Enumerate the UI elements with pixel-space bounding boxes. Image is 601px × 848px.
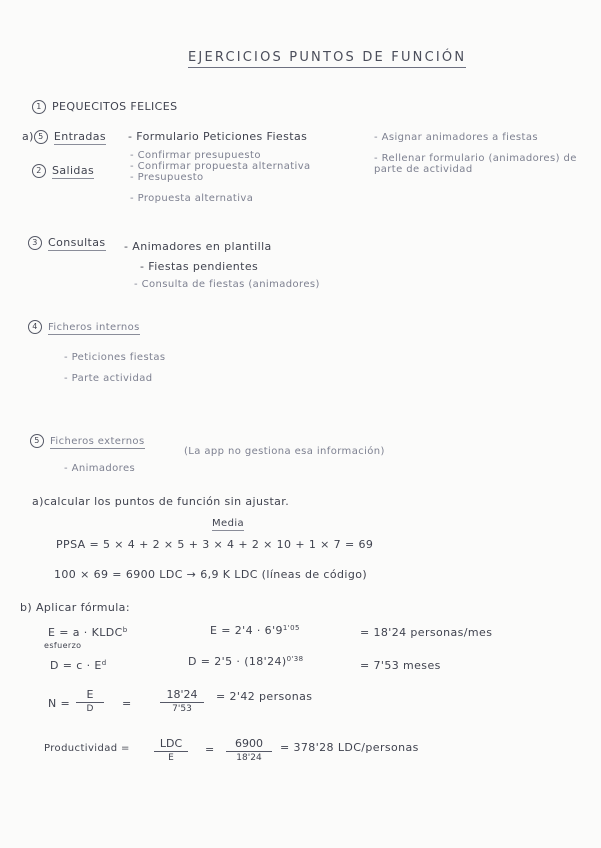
queries-item: - Consulta de fiestas (animadores) [134,279,320,290]
n-equals: = [122,697,132,710]
entries-item: - Presupuesto [130,172,204,183]
productivity-result: = 378'28 LDC/personas [280,741,419,754]
entries-item: - Formulario Peticiones Fiestas [128,130,308,143]
entries-item: - Confirmar propuesta alternativa [130,161,311,172]
n-label: N = [48,697,71,710]
external-files-heading: 5 Ficheros externos [30,434,145,448]
duration-result: = 7'53 meses [360,659,441,672]
effort-calc: $E = 2'4 \cdot 6'9^{1'05}$ [210,624,300,637]
outputs-item: - Propuesta alternativa [130,193,254,204]
effort-result: = 18'24 personas/mes [360,626,493,639]
part-a-ldc: 100 × 69 = 6900 LDC → 6,9 K LDC (líneas de código) [54,568,368,581]
part-a-heading: a)calcular los puntos de función sin ajustar. [32,495,290,508]
internal-files-heading: 4 Ficheros internos [28,320,140,334]
outputs-heading: 2 Salidas [32,164,94,178]
duration-formula: $D = c \cdot E^d$ [50,659,107,672]
productivity-fraction-values: 6900 18'24 [226,737,272,763]
productivity-equals: = [205,743,215,756]
n-result: = 2'42 personas [216,690,313,703]
entries-heading: a) 5 Entradas [22,130,106,143]
external-files-item: - Animadores [64,463,136,474]
part-a-ppsa: PPSA = 5 × 4 + 2 × 5 + 3 × 4 + 2 × 10 + 1 × 7 = 69 [56,538,374,551]
part-a-annotation: Media [212,518,245,529]
productivity-label: Productividad = [44,743,130,754]
page-title: EJERCICIOS PUNTOS DE FUNCIÓN [188,50,466,68]
queries-heading: 3 Consultas [28,236,106,250]
internal-files-item: - Parte actividad [64,373,153,384]
effort-label: esfuerzo [44,641,82,650]
internal-files-item: - Peticiones fiestas [64,352,166,363]
queries-item: - Fiestas pendientes [140,260,259,273]
part-b-heading: b) Aplicar fórmula: [20,601,130,614]
entries-item: - Confirmar presupuesto [130,150,261,161]
n-fraction: E D [76,688,104,714]
productivity-fraction: LDC E [154,737,188,763]
n-fraction-values: 18'24 7'53 [160,688,204,714]
entries-right-item: - Rellenar formulario (animadores) de parte de actividad [374,153,577,175]
duration-calc: $D = 2'5 \cdot (18'24)^{0'38}$ [188,655,304,668]
exercise-name: PEQUECITOS FELICES [52,100,178,113]
effort-formula: $E = a \cdot KLDC^b$ [48,626,128,639]
external-files-note: (La app no gestiona esa información) [184,446,385,457]
queries-item: - Animadores en plantilla [124,240,272,253]
entries-right-item: - Asignar animadores a fiestas [374,132,538,143]
exercise-heading [32,100,178,114]
exercise-number: 1 [32,100,46,114]
